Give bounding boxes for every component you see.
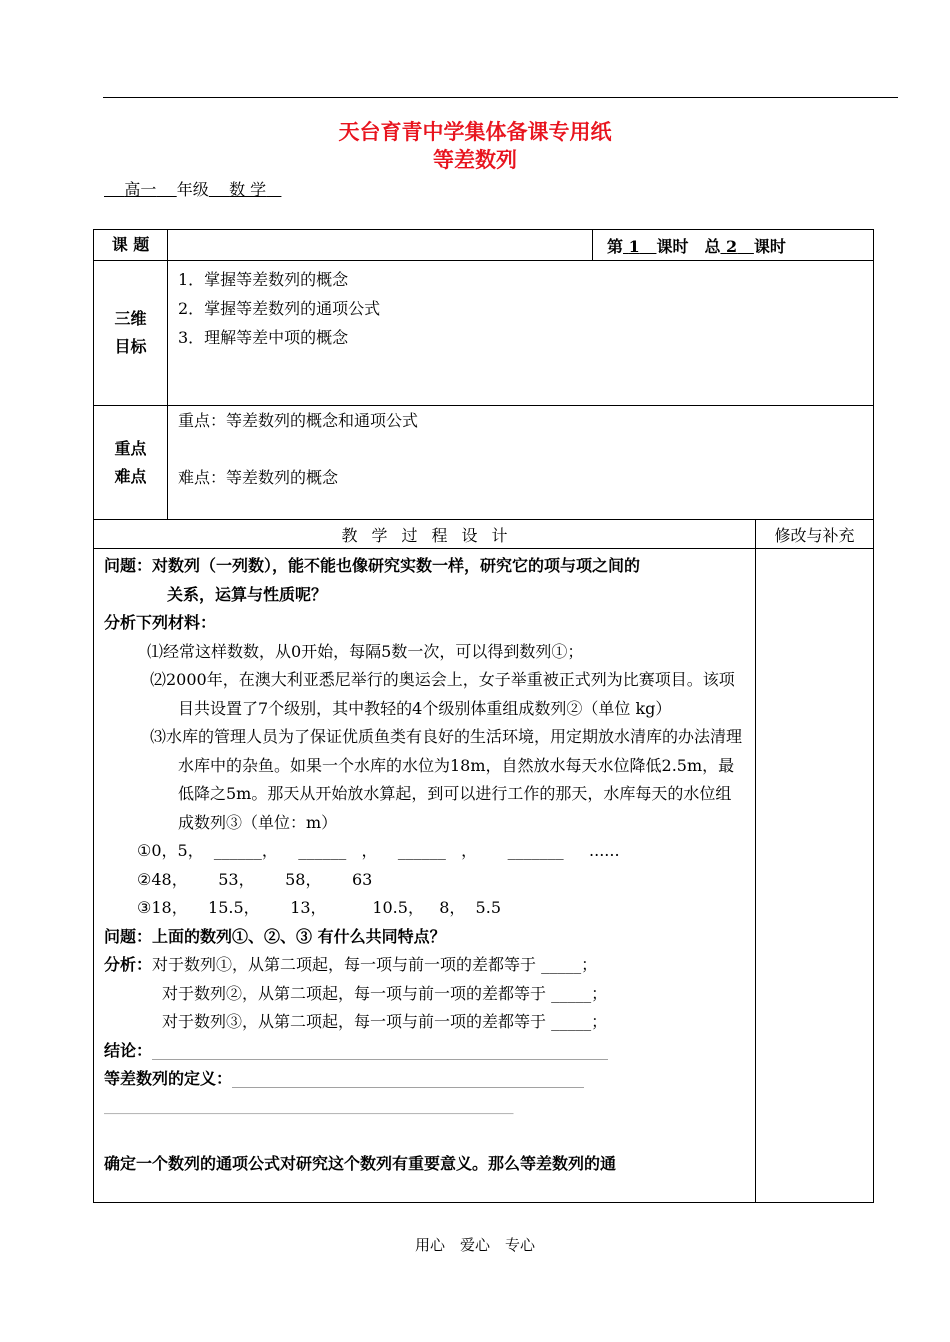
sequence-1: ①0，5， ______， ______ ， ______ ， _______ ...... <box>137 841 620 860</box>
conclusion-label: 结论： <box>104 1040 153 1060</box>
goal-item: 3．理解等差中项的概念 <box>178 328 349 347</box>
subject-value: 数 学 <box>229 180 267 199</box>
sequence-2: ②48， 53， 58， 63 <box>137 869 373 889</box>
conclusion-blank: _________________________________________________________ <box>152 1040 609 1060</box>
definition-blank: ____________________________________________ <box>232 1069 585 1088</box>
goal-item: 1．掌握等差数列的概念 <box>178 270 349 289</box>
period-cell: 第 1 课时 总 2 课时 <box>593 230 874 261</box>
topic-label: 课 题 <box>94 230 168 261</box>
keys-label: 重点 难点 <box>94 406 168 520</box>
materials-heading: 分析下列材料： <box>104 613 217 632</box>
period-total: 2 <box>726 236 738 256</box>
definition-blank-2: _______________________________________________________________ <box>104 1099 514 1115</box>
topic-value-cell <box>168 230 593 261</box>
question-1: 问题：对数列（一列数），能不能也像研究实数一样，研究它的项与项之间的 <box>104 556 641 575</box>
sequence-3: ③18， 15.5， 13， 10.5， 8， 5.5 <box>137 898 502 917</box>
process-content <box>94 549 756 1203</box>
lesson-plan-table <box>93 229 874 1203</box>
school-title: 天台育青中学集体备课专用纸 <box>338 119 612 144</box>
conclusion-line <box>104 1037 747 1066</box>
definition-label: 等差数列的定义： <box>104 1069 233 1088</box>
revision-cell <box>756 549 874 1203</box>
difficult-point: 难点：等差数列的概念 <box>178 468 339 487</box>
lesson-title: 等差数列 <box>433 147 517 172</box>
closing-line: 确定一个数列的通项公式对研究这个数列有重要意义。那么等差数列的通 <box>104 1154 617 1173</box>
material-2: ⑵2000年，在澳大利亚悉尼举行的奥运会上，女子举重被正式列为比赛项目。该项目共设置了7个级别，其中教轻的4个级别体重组成数列②（单位 kg） <box>150 670 735 718</box>
definition-line <box>104 1065 747 1094</box>
grade-suffix: 年级 <box>176 180 209 199</box>
top-rule <box>103 97 898 98</box>
question-1-cont: 关系，运算与性质呢？ <box>167 584 328 604</box>
analysis-label: 分析： <box>104 955 153 974</box>
analysis-3: 对于数列③，从第二项起，每一项与前一项的差都等于 _____； <box>162 1012 608 1031</box>
material-1: ⑴经常这样数数，从0开始，每隔5数一次，可以得到数列①； <box>147 641 584 661</box>
key-point: 重点：等差数列的概念和通项公式 <box>178 411 419 430</box>
goal-item: 2．掌握等差数列的通项公式 <box>178 299 381 318</box>
grade-subject-line <box>104 177 281 200</box>
keys-cell <box>168 406 874 520</box>
analysis-1: 分析：对于数列①，从第二项起，每一项与前一项的差都等于 _____； <box>104 955 598 974</box>
question-2: 问题：上面的数列①、②、③ 有什么共同特点？ <box>104 926 446 946</box>
analysis-2: 对于数列②，从第二项起，每一项与前一项的差都等于 _____； <box>162 983 608 1003</box>
goals-label: 三维 目标 <box>94 261 168 406</box>
page-footer: 用心 爱心 专心 <box>414 1236 535 1254</box>
process-header: 教 学 过 程 设 计 <box>94 520 756 549</box>
revision-header: 修改与补充 <box>756 520 874 549</box>
grade-value: 高一 <box>124 180 157 199</box>
period-current: 1 <box>628 236 640 256</box>
material-3: ⑶水库的管理人员为了保证优质鱼类有良好的生活环境，用定期放水清库的办法清理水库中的杂鱼。如果一个水库的水位为18m，自然放水每天水位降低2.5m，最低降之5m。那天从开始放水算起，到可以进行工作的那天，水库每天的水位组成数列③（单位：m） <box>150 727 743 832</box>
goals-cell <box>168 261 874 406</box>
